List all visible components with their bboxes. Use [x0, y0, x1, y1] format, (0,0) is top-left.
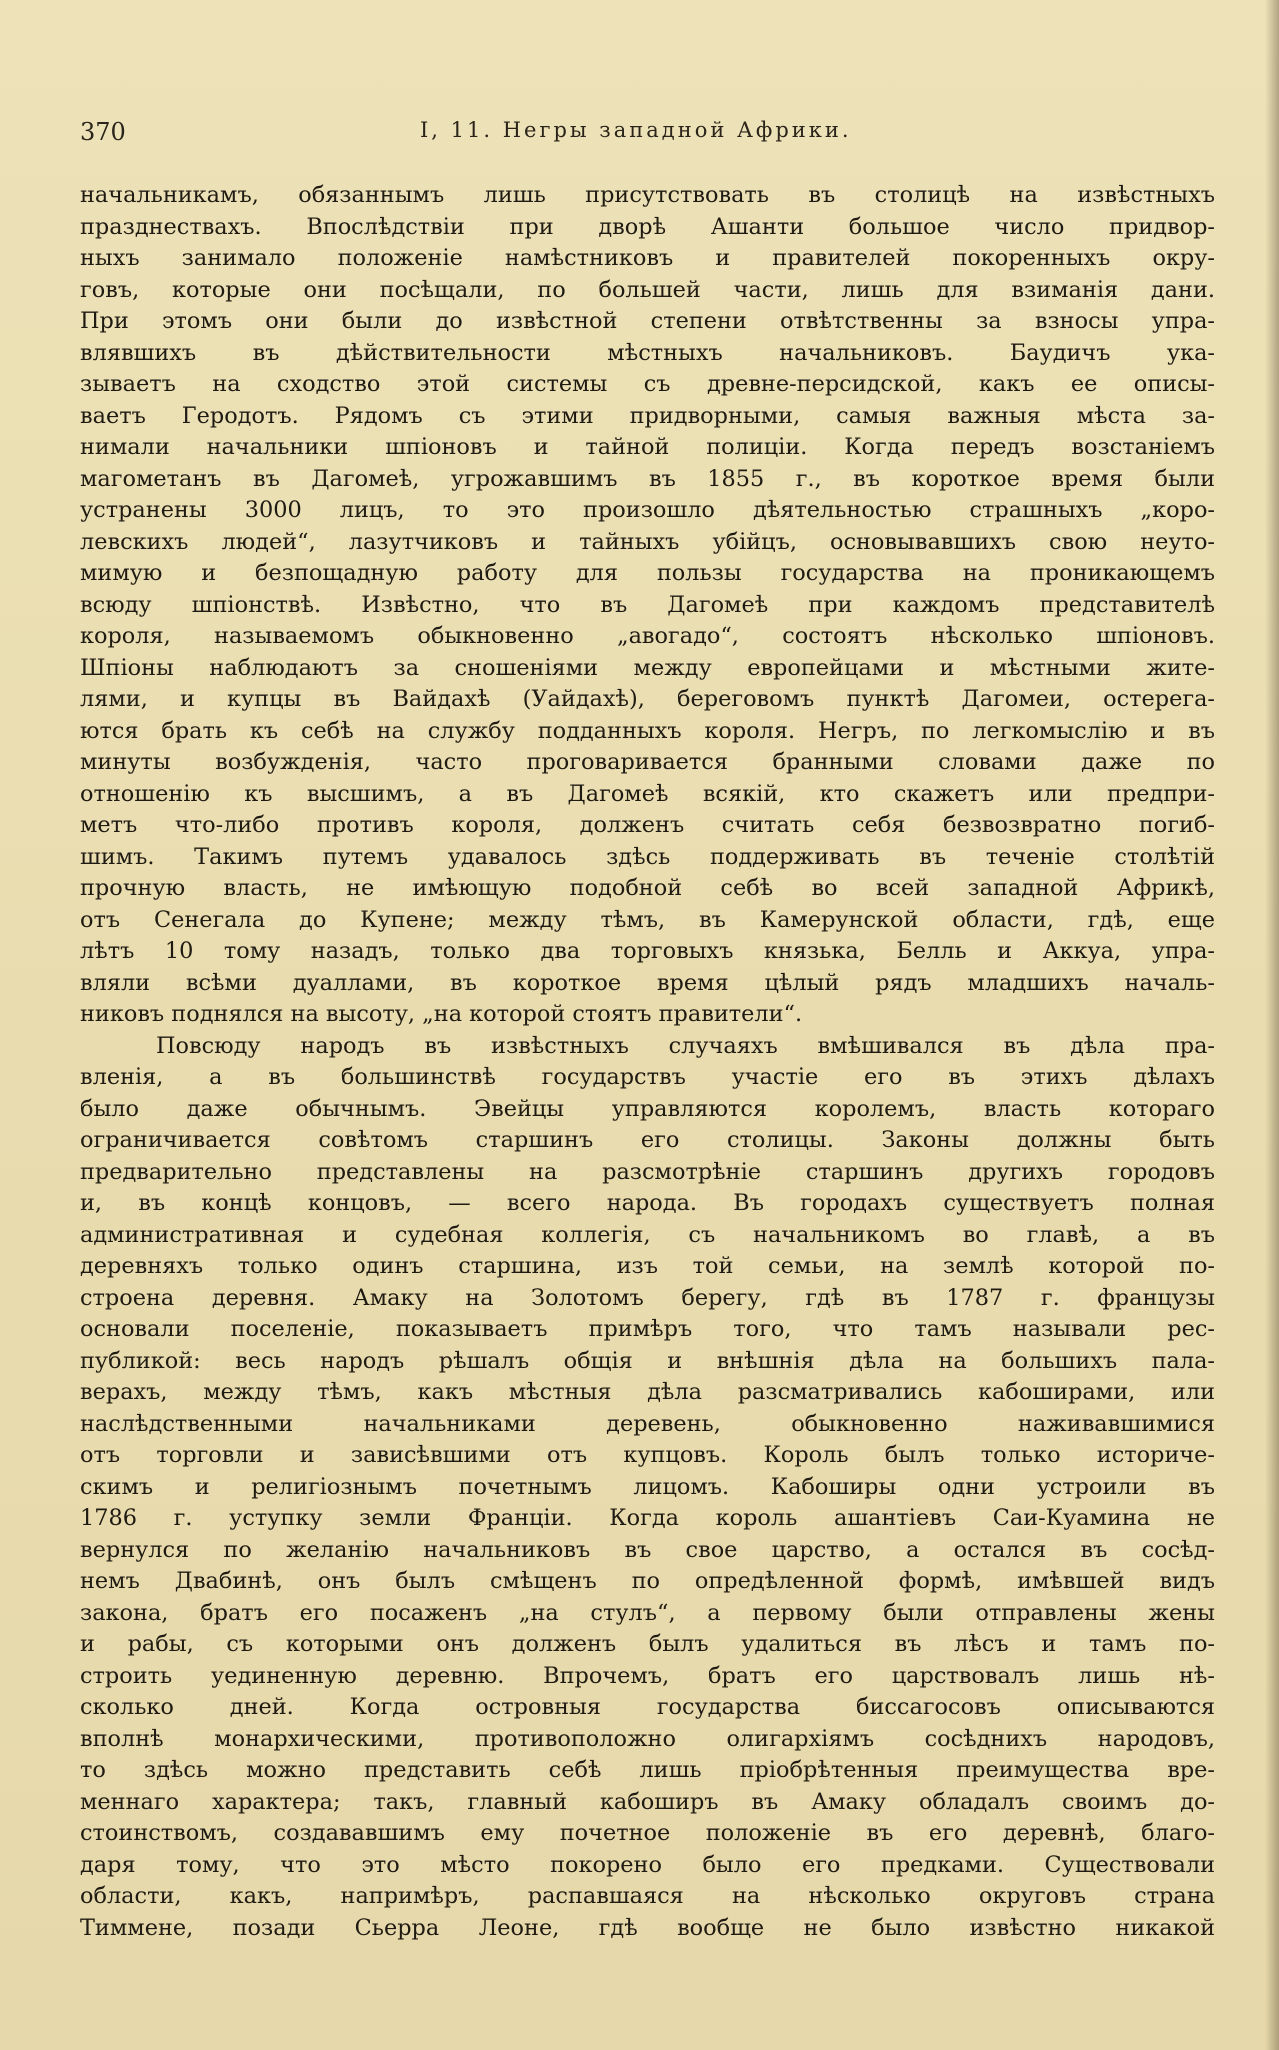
text-line: никовъ поднялся на высоту, „на которой стоятъ правители“. — [80, 1001, 803, 1027]
text-line: меннаго характера; такъ, главный кабоширъ въ Амаку обладалъ своимъ до- — [80, 1788, 1215, 1815]
text-line: предварительно представлены на разсмотрѣніе старшинъ другихъ городовъ — [80, 1158, 1215, 1185]
text-line: 1786 г. уступку земли Франціи. Когда король ашантіевъ Саи-Куамина не — [80, 1505, 1215, 1531]
text-line: области, какъ, напримѣръ, распавшаяся на нѣсколько округовъ страна — [80, 1883, 1215, 1909]
text-line: то здѣсь можно представить себѣ лишь пріобрѣтенныя преимущества вре- — [80, 1757, 1215, 1783]
text-line: левскихъ людей“, лазутчиковъ и тайныхъ убійцъ, основывавшихъ свою неуто- — [80, 528, 1215, 555]
text-line: публикой: весь народъ рѣшалъ общія и внѣшнія дѣла на большихъ пала- — [80, 1347, 1215, 1374]
text-line: ныхъ занимало положеніе намѣстниковъ и правителей покоренныхъ окру- — [80, 245, 1215, 271]
text-line: деревняхъ только одинъ старшина, изъ той семьи, на землѣ которой по- — [80, 1253, 1215, 1279]
text-line: лѣтъ 10 тому назадъ, только два торговыхъ князька, Белль и Аккуа, упра- — [80, 938, 1215, 964]
text-line: лями, и купцы въ Вайдахѣ (Уайдахѣ), береговомъ пунктѣ Дагомеи, остерега- — [80, 686, 1215, 712]
text-line: и, въ концѣ концовъ, — всего народа. Въ городахъ существуетъ полная — [80, 1190, 1215, 1216]
text-line: основали поселеніе, показываетъ примѣръ того, что тамъ называли рес- — [80, 1316, 1215, 1342]
text-line: короля, называемомъ обыкновенно „авогадо“, состоятъ нѣсколько шпіоновъ. — [80, 623, 1215, 649]
text-line: магометанъ въ Дагомеѣ, угрожавшимъ въ 1855 г., въ короткое время были — [80, 465, 1215, 492]
text-line: празднествахъ. Впослѣдствіи при дворѣ Ашанти большое число придвор- — [80, 213, 1215, 240]
text-line: отношенію къ высшимъ, а въ Дагомеѣ всякій, кто скажетъ или предпри- — [80, 780, 1215, 807]
text-line: Повсюду народъ въ извѣстныхъ случаяхъ вмѣшивался въ дѣла пра- — [156, 1032, 1215, 1059]
running-head: I, 11. Негры западной Африки. — [420, 118, 852, 142]
text-line: вернулся по желанію начальниковъ въ свое царство, а остался въ сосѣд- — [80, 1536, 1215, 1563]
text-line: Тиммене, позади Сьерра Леоне, гдѣ вообще не было извѣстно никакой — [80, 1914, 1215, 1941]
text-line: При этомъ они были до извѣстной степени отвѣтственны за взносы упра- — [80, 308, 1215, 334]
text-line: было даже обычнымъ. Эвейцы управляются королемъ, власть котораго — [80, 1095, 1215, 1122]
text-line: устранены 3000 лицъ, то это произошло дѣятельностью страшныхъ „коро- — [80, 497, 1215, 523]
text-line: зываетъ на сходство этой системы съ древне-персидской, какъ ее описы- — [80, 371, 1215, 397]
text-line: шимъ. Такимъ путемъ удавалось здѣсь поддерживать въ теченіе столѣтій — [80, 843, 1215, 870]
text-line: ваетъ Геродотъ. Рядомъ съ этими придворными, самыя важныя мѣста за- — [80, 402, 1215, 429]
text-line: минуты возбужденія, часто проговаривается бранными словами даже по — [80, 749, 1215, 775]
text-line: стоинствомъ, создававшимъ ему почетное положеніе въ его деревнѣ, благо- — [80, 1820, 1215, 1846]
text-line: закона, братъ его посаженъ „на стулъ“, а первому были отправлены жены — [80, 1599, 1215, 1626]
text-line: скимъ и религіознымъ почетнымъ лицомъ. Кабоширы одни устроили въ — [80, 1473, 1215, 1500]
text-line: мимую и безпощадную работу для пользы государства на проникающемъ — [80, 560, 1215, 586]
text-line: говъ, которые они посѣщали, по большей части, лишь для взиманія дани. — [80, 276, 1215, 303]
page-number: 370 — [80, 118, 126, 146]
text-line: вленія, а въ большинствѣ государствъ участіе его въ этихъ дѣлахъ — [80, 1064, 1215, 1090]
text-line: строена деревня. Амаку на Золотомъ берегу, гдѣ въ 1787 г. французы — [80, 1284, 1215, 1311]
page-header — [80, 118, 1200, 148]
text-line: верахъ, между тѣмъ, какъ мѣстныя дѣла разсматривались кабоширами, или — [80, 1379, 1215, 1405]
text-line: наслѣдственными начальниками деревень, обыкновенно наживавшимися — [80, 1410, 1215, 1437]
text-line: отъ Сенегала до Купене; между тѣмъ, въ Камерунской области, гдѣ, еще — [80, 906, 1215, 933]
text-line: ются брать къ себѣ на службу подданныхъ короля. Негръ, по легкомыслію и въ — [80, 717, 1215, 744]
text-line: влявшихъ въ дѣйствительности мѣстныхъ начальниковъ. Баудичъ ука- — [80, 339, 1215, 366]
text-line: начальникамъ, обязаннымъ лишь присутствовать въ столицѣ на извѣстныхъ — [80, 182, 1215, 208]
text-line: вляли всѣми дуаллами, въ короткое время цѣлый рядъ младшихъ началь- — [80, 969, 1215, 996]
text-line: немъ Двабинѣ, онъ былъ смѣщенъ по опредѣленной формѣ, имѣвшей видъ — [80, 1568, 1215, 1594]
text-line: строить уединенную деревню. Впрочемъ, братъ его царствовалъ лишь нѣ- — [80, 1662, 1215, 1689]
text-line: всюду шпіонствѣ. Извѣстно, что въ Дагомеѣ при каждомъ представителѣ — [80, 591, 1215, 618]
text-line: ограничивается совѣтомъ старшинъ его столицы. Законы должны быть — [80, 1127, 1215, 1153]
text-line: сколько дней. Когда островныя государства биссагосовъ описываются — [80, 1694, 1215, 1720]
body-text — [80, 180, 1215, 1944]
scan-edge — [1265, 0, 1279, 2050]
text-line: отъ торговли и зависѣвшими отъ купцовъ. Король былъ только историче- — [80, 1442, 1215, 1468]
text-line: Шпіоны наблюдаютъ за сношеніями между европейцами и мѣстными жите- — [80, 654, 1215, 681]
text-line: и рабы, съ которыми онъ долженъ былъ удалиться въ лѣсъ и тамъ по- — [80, 1631, 1215, 1657]
text-line: административная и судебная коллегія, съ начальникомъ во главѣ, а въ — [80, 1221, 1215, 1248]
text-line: даря тому, что это мѣсто покорено было его предками. Существовали — [80, 1851, 1215, 1878]
text-line: метъ что-либо противъ короля, долженъ считать себя безвозвратно погиб- — [80, 812, 1215, 838]
text-line: вполнѣ монархическими, противоположно олигархіямъ сосѣднихъ народовъ, — [80, 1725, 1215, 1752]
text-line: прочную власть, не имѣющую подобной себѣ во всей западной Африкѣ, — [80, 875, 1215, 901]
text-line: нимали начальники шпіоновъ и тайной полиціи. Когда передъ возстаніемъ — [80, 434, 1215, 460]
